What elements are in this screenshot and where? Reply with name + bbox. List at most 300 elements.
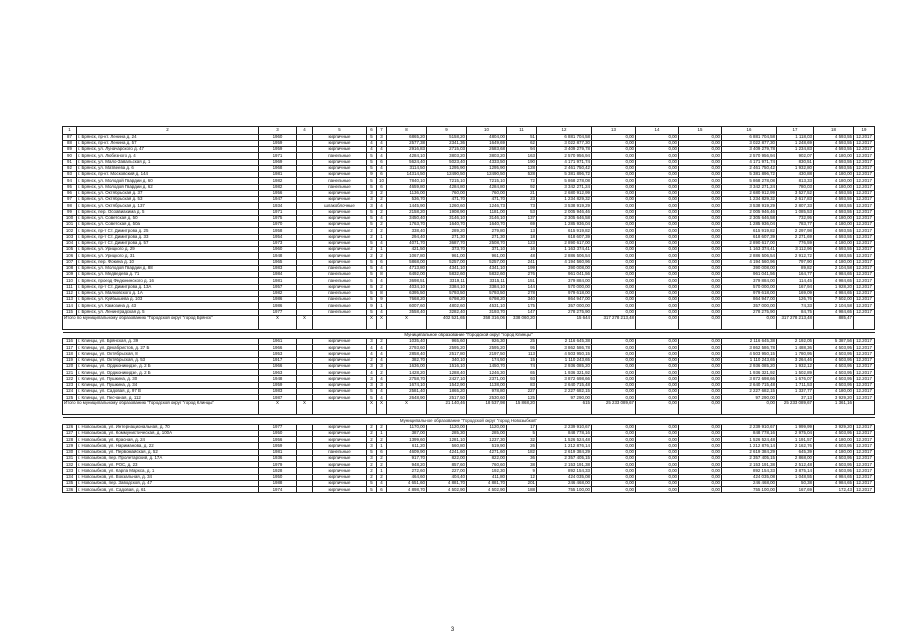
table-cell: 1 999,99 [777,424,814,430]
table-cell: 0,00 [592,253,636,259]
table-cell: 0,00 [636,424,679,430]
summary-label: Итого по муниципальному образованию "Городской округ "город Клинцы" [63,401,259,415]
table-cell: 4 593,55 [814,247,854,253]
table-cell: 2 512,48 [777,462,814,468]
table-cell: 4 503,95 [814,443,854,449]
table-cell: 0,00 [592,209,636,215]
table-cell: кирпичные [313,388,367,394]
table-cell: 4 984,65 [814,480,854,486]
summary-cell: 0,00 [636,315,679,329]
table-cell: 4071,70 [387,240,427,246]
table-cell: 0,00 [592,272,636,278]
table-cell: 3 [367,376,377,382]
table-cell: 3 527,52 [777,190,814,196]
table-cell: 285,00 [467,430,507,436]
table-cell: 2 [377,370,387,376]
table-cell: 15 [507,357,537,363]
table-cell: 8 [377,272,387,278]
table-cell: 1982 [259,290,297,296]
table-cell: 0,00 [636,462,679,468]
table-cell: 1971 [259,209,297,215]
table-cell: г. Брянск, ул. Советская д. 50 [77,215,259,221]
table-cell: 2 680 912,99 [537,190,592,196]
table-cell: 2 912,72 [777,253,814,259]
table-cell: 0,00 [679,382,722,388]
table-cell: 4341,10 [427,265,467,271]
summary-cell [854,315,875,329]
table-cell: кирпичные [313,443,367,449]
table-cell: 116 [63,338,77,344]
table-cell: 12.2017 [854,190,875,196]
table-cell: 4 593,55 [814,159,854,165]
table-cell: 4284,80 [427,184,467,190]
summary-cell: X [377,401,387,415]
table-cell: 0,00 [592,357,636,363]
table-cell: г. Брянск, ул. Молодой Гвардии д. 60 [77,178,259,184]
table-cell: 3 [377,382,387,388]
table-cell: 91 [63,159,77,165]
table-cell: 276 [507,272,537,278]
table-cell: панельные [313,178,367,184]
table-cell: 0,00 [636,468,679,474]
table-cell: 5 381 896,72 [537,172,592,178]
table-cell: 12.2017 [854,165,875,171]
table-cell: 0,00 [679,153,722,159]
table-cell: г. Брянск, ул. Камозина д. 43 [77,303,259,309]
table-cell: 192,30 [467,468,507,474]
table-cell: 65 [507,370,537,376]
table-cell: 1 248,69 [777,140,814,146]
table-cell: 16 [507,247,537,253]
table-cell: 5832,60 [467,272,507,278]
table-cell: г. Клинцы, ул. Песчаная, д. 112 [77,395,259,401]
table-cell: кирпичные [313,190,367,196]
table-cell: кирпичные [313,147,367,153]
table-cell: 5 [367,297,377,303]
summary-cell: 1 361,16 [814,401,854,415]
table-cell: 1 285 936,04 [722,222,777,228]
table-cell: 0,00 [636,278,679,284]
table-cell: 123 [507,240,537,246]
table-cell: 2916,83 [387,147,427,153]
column-number-cell: 14 [636,127,679,135]
table-cell: 1763,70 [387,222,427,228]
table-cell: 133 [63,468,77,474]
table-cell: 4 593,55 [814,209,854,215]
table-cell: 3 872 698,66 [722,376,777,382]
table-cell: 6 [377,172,387,178]
table-cell: 4 503,95 [814,357,854,363]
table-cell: 4804,00 [467,134,507,140]
table-cell: 5 [367,134,377,140]
table-cell: 4 [377,140,387,146]
section-heading: Муниципальное образование "Городской округ "город Новозыбков" [63,418,875,424]
table-cell: 1958 [259,228,297,234]
table-cell: 3 929,20 [814,424,854,430]
table-cell: 0,00 [636,234,679,240]
table-cell: г. Брянск, ул. Медведева д. 71 [77,272,259,278]
table-cell: 615 919,82 [537,228,592,234]
table-cell: 783,77 [777,222,814,228]
table-cell: 5 [367,395,377,401]
summary-cell: X [297,315,313,329]
register-sheet [62,126,874,493]
table-cell: 1977 [259,424,297,430]
table-cell: 12.2017 [854,303,875,309]
table-cell: 2 807,33 [777,203,814,209]
table-cell: 1636,00 [387,363,427,369]
table-cell: 2793,60 [387,345,427,351]
table-cell: 1956 [259,190,297,196]
table-cell: 979 618,00 [722,290,777,296]
column-number-cell: 7 [377,127,387,135]
table-cell: 1 337,77 [777,388,814,394]
table-cell: 2 [377,197,387,203]
table-cell: 2 [377,209,387,215]
table-cell: 279,80 [467,228,507,234]
table-cell: 0,00 [636,443,679,449]
table-cell: 2 [377,190,387,196]
table-cell: 1 526 524,48 [722,437,777,443]
table-cell: 0,00 [636,259,679,265]
table-cell: 1 163 374,41 [722,247,777,253]
table-cell: 2 640 715,48 [722,382,777,388]
table-cell: панельные [313,153,367,159]
table-cell: 5 [367,165,377,171]
table-cell: 4 593,55 [814,197,854,203]
summary-cell [854,401,875,415]
table-cell: 108 [63,265,77,271]
table-cell: 190 [507,159,537,165]
table-cell: 6 881 704,58 [537,134,592,140]
table-cell: 1640,70 [467,222,507,228]
table-cell: 2 162,76 [777,443,814,449]
table-cell: 471,70 [427,197,467,203]
table-cell: 917,70 [387,455,427,461]
table-cell: 404,40 [427,474,467,480]
table-cell: 1260,60 [427,203,467,209]
table-cell: 97 290,00 [722,395,777,401]
table-cell: 5 [367,272,377,278]
table-cell: 246 468,00 [722,480,777,486]
table-cell: 978,80 [467,388,507,394]
table-cell: 12.2017 [854,209,875,215]
table-cell: 2 [377,284,387,290]
summary-cell: 358 316,06 [467,315,507,329]
table-cell: 4 180,00 [814,222,854,228]
table-cell: 84,75 [777,309,814,315]
table-cell: 5 387,56 [814,338,854,344]
table-cell: 4 984,65 [814,309,854,315]
table-cell: 1928 [259,468,297,474]
table-cell: 123 [63,382,77,388]
table-cell: 2 [367,357,377,363]
table-cell: 1 502,89 [777,370,814,376]
table-cell: 12.2017 [854,437,875,443]
table-cell: 12.2017 [854,247,875,253]
summary-cell: 0,00 [722,401,777,415]
table-cell: 2 357 405,15 [722,455,777,461]
table-cell: 93 [63,172,77,178]
table-cell: 12.2017 [854,345,875,351]
table-cell: 0,00 [679,259,722,265]
table-cell: 2 890 617,00 [722,240,777,246]
table-cell: 294,40 [387,234,427,240]
table-cell: 3114,50 [387,165,427,171]
table-cell: 464,60 [387,474,427,480]
table-cell: 6007,60 [387,303,427,309]
table-cell: 0,00 [679,388,722,394]
table-cell: кирпичные [313,209,367,215]
table-cell: 2 461 750,42 [722,165,777,171]
table-cell: 5023,40 [427,159,467,165]
table-cell: панельные [313,278,367,284]
table-cell: 90 [63,153,77,159]
table-cell: 797,90 [777,259,814,265]
table-cell: 0,00 [679,215,722,221]
table-cell: 94 [63,178,77,184]
table-cell: 21 [507,190,537,196]
table-cell: 4 [377,351,387,357]
table-cell: 1987 [259,395,297,401]
table-cell: 271,30 [427,234,467,240]
table-cell: 0,00 [592,222,636,228]
table-cell: 0,00 [636,395,679,401]
table-cell: 87 [63,134,77,140]
table-cell: 3315,11 [467,278,507,284]
table-cell: 1 526 524,48 [537,437,592,443]
table-cell: 0,00 [679,265,722,271]
table-cell: 0,00 [679,247,722,253]
table-cell: 5 [367,309,377,315]
table-cell: 411,80 [467,474,507,480]
table-cell: 1956 [259,437,297,443]
table-cell: г. Брянск, проезд Федюнинского д. 16 [77,278,259,284]
table-cell: 12.2017 [854,265,875,271]
table-cell: 3146,10 [467,215,507,221]
table-cell: 144 [507,284,537,290]
table-cell: 113 [507,351,537,357]
table-cell: 4 881,70 [467,480,507,486]
table-cell: 2 [367,424,377,430]
table-cell: 0,00 [636,134,679,140]
table-cell: 3193,70 [467,309,507,315]
table-cell: 6492,00 [387,272,427,278]
table-cell: 131 [63,455,77,461]
table-cell: 2341,36 [427,140,467,146]
column-number-cell: 5 [313,127,367,135]
table-cell: 813,33 [777,178,814,184]
page-number: 3 [450,627,455,633]
table-cell: г. Брянск, ул. Малковского д. 1А [77,290,259,296]
table-cell: 128 [507,165,537,171]
table-cell: 9 [367,303,377,309]
table-cell: 0,00 [679,449,722,455]
column-number-row [63,127,875,135]
table-cell: 1934 [259,203,297,209]
table-cell: кирпичные [313,480,367,486]
table-cell: 1 [377,443,387,449]
table-cell: 2 975,04 [777,430,814,436]
table-cell: 1973 [259,240,297,246]
table-cell: 4 194 560,96 [537,259,592,265]
table-cell: 6 [377,159,387,165]
table-cell: г. Новозыбков, пер. Пролетарский, д. 17А [77,455,259,461]
table-cell: 0,00 [592,140,636,146]
table-cell: 0,00 [592,345,636,351]
table-cell: 48 [507,253,537,259]
table-cell: 37,13 [777,395,814,401]
table-cell: 1246,30 [467,370,507,376]
table-cell: 0,00 [636,140,679,146]
table-cell: 6798,20 [467,297,507,303]
table-cell: 12.2017 [854,370,875,376]
table-cell: 167,69 [777,487,814,493]
summary-cell: 25 233 089,67 [592,401,636,415]
table-cell: 1 163 374,41 [537,247,592,253]
table-cell: г. Брянск, ул. Луначарского д. 47 [77,147,259,153]
table-cell: 0,00 [636,153,679,159]
table-cell: 12.2017 [854,153,875,159]
table-cell: 4 171 971,74 [537,159,592,165]
table-cell: 1966 [259,363,297,369]
table-cell: 1138,00 [467,382,507,388]
table-cell: 1 085,53 [777,209,814,215]
table-cell: 2 104,58 [814,303,854,309]
table-cell: 2 [377,228,387,234]
table-cell: 0,00 [636,247,679,253]
table-cell: кирпичные [313,468,367,474]
table-cell: г. Клинцы, ул. Октябрьская, д. 53 [77,357,259,363]
table-cell: 124 [63,388,77,394]
table-cell: 109 [63,272,77,278]
table-cell: 2 617,83 [777,197,814,203]
table-cell: 117 [63,345,77,351]
table-cell: кирпичные [313,234,367,240]
table-cell: 4531,10 [467,303,507,309]
table-cell: 4 [377,153,387,159]
table-cell: 1 191,57 [777,437,814,443]
table-cell: 0,00 [679,240,722,246]
table-cell: 4 503,95 [814,363,854,369]
table-cell: 2 [377,424,387,430]
table-cell: 10 [377,178,387,184]
table-cell: 0,00 [592,159,636,165]
table-cell: 760,60 [467,462,507,468]
table-cell: 4 593,55 [814,165,854,171]
table-cell: 1 676,07 [777,376,814,382]
table-cell: 0,00 [636,209,679,215]
table-cell: кирпичные [313,437,367,443]
table-cell: 12 [507,474,537,480]
column-number-cell: 9 [427,127,467,135]
table-cell: 0,00 [592,197,636,203]
table-cell: 570 000,00 [537,284,592,290]
table-cell: 0,00 [636,430,679,436]
table-cell: г. Новозыбков, ул. Коммунистическая, д. 100А [77,430,259,436]
table-cell: г. Брянск, пер. Осоавиахима д. 5 [77,209,259,215]
table-cell: 4 [377,278,387,284]
table-cell: 0,00 [592,437,636,443]
table-cell: 0,00 [679,209,722,215]
table-cell: 6 [377,184,387,190]
table-cell: 2 239 910,67 [537,424,592,430]
table-cell: 100 [63,215,77,221]
table-cell: 1 932,12 [777,363,814,369]
table-cell: г. Клинцы, ул. Садовая, д. 97 В [77,388,259,394]
table-cell: 0,00 [592,468,636,474]
table-cell: 129 [63,443,77,449]
table-cell: 0,00 [592,297,636,303]
table-cell: 1959 [259,443,297,449]
table-cell: панельные [313,309,367,315]
table-cell: 1445,90 [387,203,427,209]
table-cell: 0,00 [679,487,722,493]
table-cell: 115 [63,309,77,315]
table-cell: 36 [507,455,537,461]
table-cell: 0,00 [636,190,679,196]
table-cell: 1960 [259,134,297,140]
table-cell: 3 [367,190,377,196]
table-cell: 2 [377,253,387,259]
table-cell: 1983 [259,388,297,394]
table-cell: 1908,90 [427,209,467,215]
summary-cell: 402 521,65 [427,315,467,329]
table-cell: 2 104,58 [814,265,854,271]
table-cell: 0,00 [679,351,722,357]
table-cell: 1979 [259,462,297,468]
table-cell: 4 [367,147,377,153]
table-cell: 0,00 [592,338,636,344]
table-cell: 340 [507,297,537,303]
table-cell: 4 180,00 [814,184,854,190]
table-cell: 12.2017 [854,462,875,468]
table-cell: 0,00 [636,363,679,369]
table-cell: 1 234 829,32 [722,197,777,203]
table-row [63,487,875,493]
table-cell: кирпичные [313,382,367,388]
table-cell: 2 680 912,99 [722,190,777,196]
summary-cell: 25 233 089,67 [777,401,814,415]
summary-cell: X [297,401,313,415]
table-cell: 3803,20 [427,153,467,159]
table-cell: 3282,40 [427,309,467,315]
table-cell: кирпичные [313,462,367,468]
table-cell: 1 110 243,65 [537,357,592,363]
table-cell: 1 212 876,14 [537,443,592,449]
table-cell: 122 [63,376,77,382]
table-cell: 4 [377,357,387,363]
table-cell: кирпичные [313,159,367,165]
table-cell: 926,30 [467,338,507,344]
table-cell: 12.2017 [854,376,875,382]
table-cell: 0,00 [592,363,636,369]
table-cell: 83 [507,382,537,388]
table-cell: г. Брянск, пер. Фокина д. 10 [77,259,259,265]
table-cell: 3698,51 [387,278,427,284]
table-cell: 0,00 [592,259,636,265]
table-cell: 2 005 946,46 [722,209,777,215]
table-cell: г. Клинцы, ул. Декабристов, д. 27 Б [77,345,259,351]
table-cell: 2 [377,338,387,344]
table-cell: 12.2017 [854,203,875,209]
table-cell: панельные [313,265,367,271]
table-cell: 0,00 [679,147,722,153]
table-cell: 387,00 [387,430,427,436]
table-cell: 12.2017 [854,253,875,259]
table-cell: 0,00 [679,455,722,461]
table-cell: 0,00 [592,370,636,376]
